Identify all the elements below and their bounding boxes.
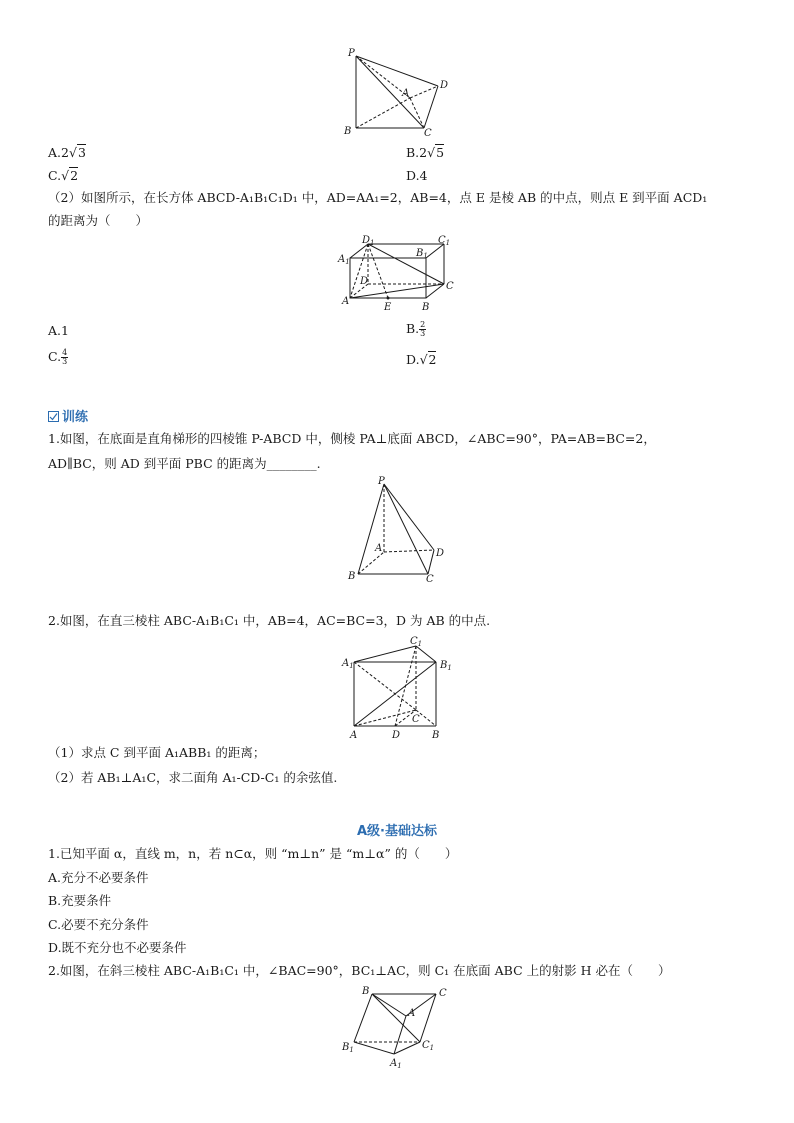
training-p1-line1: 1.如图，在底面是直角梯形的四棱锥 P-ABCD 中，侧棱 PA⊥底面 ABCD，∠ABC=90°，PA=AB=BC=2， [48, 431, 656, 446]
label-A: A [350, 730, 358, 741]
label-A: A [342, 296, 350, 307]
label-C1: $C_1$ [410, 636, 423, 648]
q2-option-b: B. $\frac{2}{3}$ [406, 320, 426, 338]
label-A1: $A_1$ [342, 658, 354, 670]
level-a-q1-option-a: A.充分不必要条件 [48, 870, 149, 885]
label-C: C [446, 281, 454, 292]
option-d: D.4 [406, 168, 428, 183]
label-E: E [384, 302, 392, 313]
label-C1: $C_1$ [438, 235, 451, 247]
figure-pyramid-2 [346, 474, 456, 590]
level-a-q1-option-d: D.既不充分也不必要条件 [48, 940, 187, 955]
label-B: B [348, 571, 356, 582]
training-heading: 训练 [48, 406, 88, 425]
cuboid-svg [336, 234, 466, 316]
label-D: D [440, 80, 449, 91]
level-a-q1-option-b: B.充要条件 [48, 893, 112, 908]
training-p2-sub2: （2）若 AB₁⊥A₁C，求二面角 A₁-CD-C₁ 的余弦值. [48, 770, 338, 785]
check-box-icon [48, 411, 59, 422]
option-c: C.√2 [48, 168, 79, 183]
q2-line1: （2）如图所示，在长方体 ABCD-A₁B₁C₁D₁ 中，AD=AA₁=2，AB=4，点 E 是棱 AB 的中点，则点 E 到平面 ACD₁ [48, 190, 708, 205]
label-B: B [422, 302, 430, 313]
q2-line2: 的距离为（ ） [48, 213, 149, 228]
prism-1-svg [340, 632, 460, 742]
label-B: B [432, 730, 440, 741]
label-P: P [348, 48, 355, 59]
label-D: D [360, 276, 369, 287]
figure-cuboid [336, 234, 466, 320]
pyramid-1-svg [340, 44, 460, 140]
label-C: C [412, 714, 420, 725]
label-A1: $A_1$ [338, 254, 350, 266]
level-a-q1: 1.已知平面 α，直线 m，n，若 n⊂α，则 “m⊥n” 是 “m⊥α” 的（ ） [48, 846, 458, 861]
label-B1: $B_1$ [342, 1042, 354, 1054]
level-a-q2: 2.如图，在斜三棱柱 ABC-A₁B₁C₁ 中，∠BAC=90°，BC₁⊥AC，则 C₁ 在底面 ABC 上的射影 H 必在（ ） [48, 963, 671, 978]
option-a: A.2√3 [48, 145, 86, 160]
label-P: P [378, 476, 385, 487]
label-B1: $B_1$ [440, 660, 452, 672]
figure-prism-2 [340, 982, 460, 1076]
figure-pyramid-1 [340, 44, 460, 144]
label-C: C [424, 128, 432, 139]
label-D1: $D_1$ [362, 235, 375, 247]
prism-2-svg [340, 982, 460, 1072]
label-B: B [344, 126, 352, 137]
level-a-heading: A级·基础达标 [357, 824, 437, 839]
training-p1-line2: AD∥BC，则 AD 到平面 PBC 的距离为________. [48, 456, 321, 471]
q2-option-a: A.1 [48, 323, 69, 338]
label-B1: $B_1$ [416, 248, 428, 260]
label-A: A [402, 88, 410, 99]
label-A: A [408, 1008, 416, 1019]
training-p2-sub1: （1）求点 C 到平面 A₁ABB₁ 的距离； [48, 745, 266, 760]
label-C: C [426, 574, 434, 585]
training-p2-line1: 2.如图，在直三棱柱 ABC-A₁B₁C₁ 中，AB=4，AC=BC=3，D 为 AB 的中点. [48, 613, 491, 628]
pyramid-2-svg [346, 474, 456, 586]
label-A1: $A_1$ [390, 1058, 402, 1070]
q2-option-c: C. $\frac{4}{3}$ [48, 348, 68, 366]
label-C: C [439, 988, 447, 999]
label-C1: $C_1$ [422, 1040, 435, 1052]
label-D: D [436, 548, 445, 559]
q2-option-d: D.√2 [406, 352, 437, 367]
figure-prism-1 [340, 632, 460, 746]
label-A: A [375, 543, 383, 554]
option-b: B.2√5 [406, 145, 445, 160]
level-a-q1-option-c: C.必要不充分条件 [48, 917, 149, 932]
label-B: B [362, 986, 370, 997]
label-D: D [392, 730, 401, 741]
